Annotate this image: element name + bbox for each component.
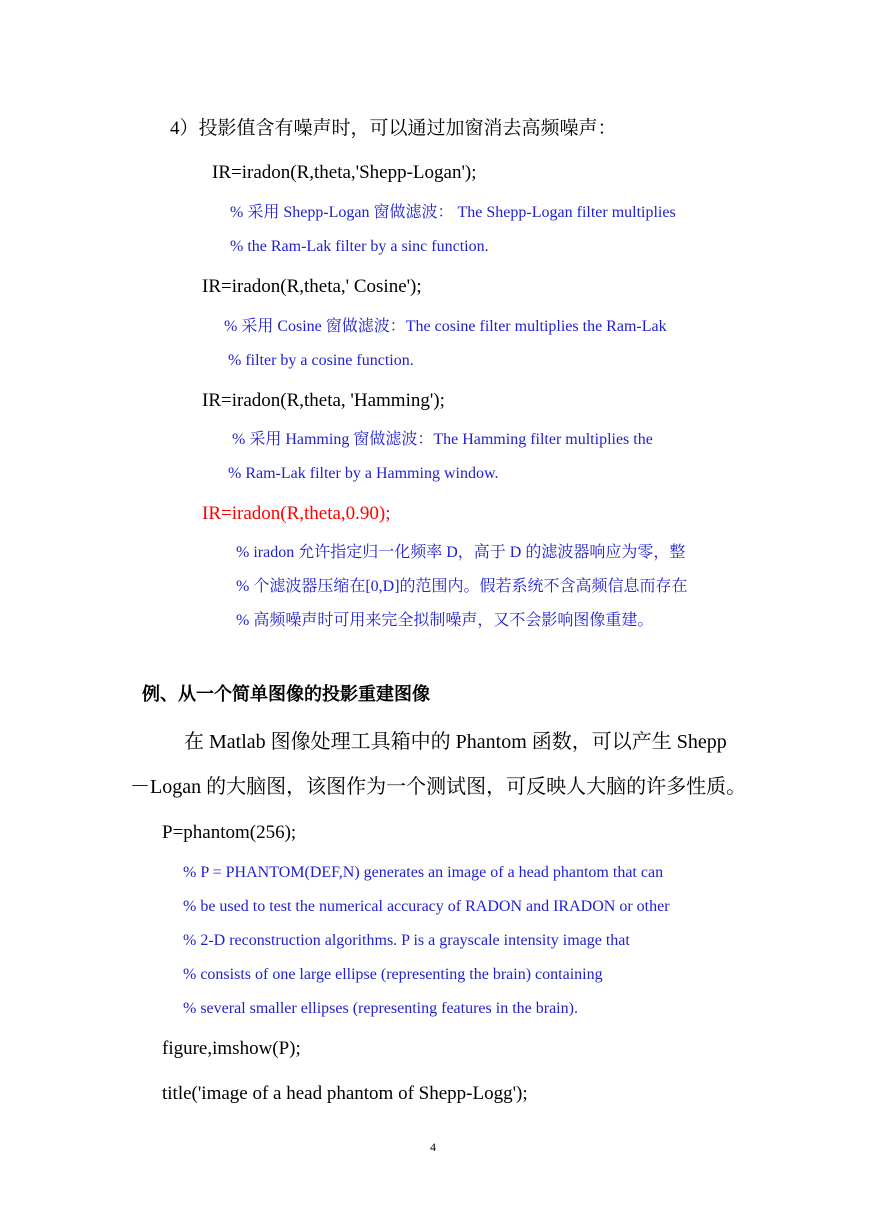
code-line-hamming: IR=iradon(R,theta, 'Hamming'); xyxy=(202,390,445,411)
comment-shepp-logan-2: % the Ram-Lak filter by a sinc function. xyxy=(230,238,489,255)
comment-shepp-logan-1: % 采用 Shepp-Logan 窗做滤波： The Shepp-Logan filter multiplies xyxy=(230,204,676,221)
paragraph-line-1: 在 Matlab 图像处理工具箱中的 Phantom 函数，可以产生 Shepp xyxy=(184,731,727,753)
comment-frequency-2: % 个滤波器压缩在[0,D]的范围内。假若系统不含高频信息而存在 xyxy=(236,578,688,595)
comment-frequency-1: % iradon 允许指定归一化频率 D，高于 D 的滤波器响应为零，整 xyxy=(236,544,686,561)
code-line-title: title('image of a head phantom of Shepp-Logg'); xyxy=(162,1083,528,1104)
paragraph-line-2: －Logan 的大脑图，该图作为一个测试图，可反映人大脑的许多性质。 xyxy=(130,776,747,798)
code-line-frequency: IR=iradon(R,theta,0.90); xyxy=(202,503,391,524)
code-line-phantom: P=phantom(256); xyxy=(162,822,297,843)
comment-cosine-1: % 采用 Cosine 窗做滤波：The cosine filter multiplies the Ram-Lak xyxy=(224,318,667,335)
example-heading: 例、从一个简单图像的投影重建图像 xyxy=(142,684,430,705)
comment-phantom-3: % 2-D reconstruction algorithms. P is a grayscale intensity image that xyxy=(183,932,630,949)
page-number: 4 xyxy=(430,1140,436,1154)
comment-phantom-1: % P = PHANTOM(DEF,N) generates an image of a head phantom that can xyxy=(183,864,664,881)
comment-phantom-4: % consists of one large ellipse (representing the brain) containing xyxy=(183,966,603,983)
code-line-imshow: figure,imshow(P); xyxy=(162,1038,301,1059)
comment-frequency-3: % 高频噪声时可用来完全拟制噪声，又不会影响图像重建。 xyxy=(236,612,654,629)
comment-cosine-2: % filter by a cosine function. xyxy=(228,352,414,369)
code-line-shepp-logan: IR=iradon(R,theta,'Shepp-Logan'); xyxy=(212,162,477,183)
code-line-cosine: IR=iradon(R,theta,' Cosine'); xyxy=(202,276,422,297)
comment-phantom-5: % several smaller ellipses (representing features in the brain). xyxy=(183,1000,578,1017)
comment-hamming-1: % 采用 Hamming 窗做滤波：The Hamming filter multiplies the xyxy=(232,431,653,448)
step-4-heading: 4）投影值含有噪声时，可以通过加窗消去高频噪声： xyxy=(170,118,617,139)
comment-phantom-2: % be used to test the numerical accuracy of RADON and IRADON or other xyxy=(183,898,670,915)
comment-hamming-2: % Ram-Lak filter by a Hamming window. xyxy=(228,465,499,482)
